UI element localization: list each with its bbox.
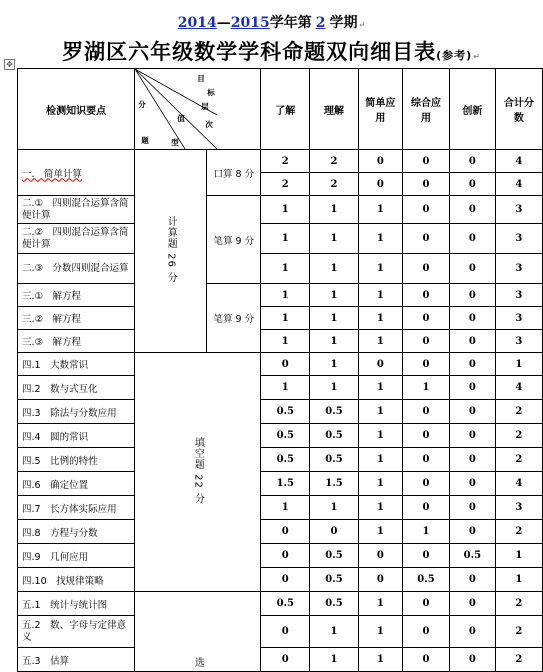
value-innovate: 0 — [449, 284, 495, 307]
knowledge-point: 五.3 估算 — [18, 648, 135, 672]
corner-label-left: 题 — [141, 136, 149, 145]
knowledge-point: 三.③ 解方程 — [18, 330, 135, 353]
value-understand: 0.5 — [261, 592, 310, 616]
value-innovate: 0 — [449, 254, 495, 284]
value-complex: 0 — [402, 648, 449, 672]
table-row — [18, 616, 543, 648]
value-understand: 0 — [261, 568, 310, 592]
table-row — [18, 544, 543, 568]
value-complex: 0 — [402, 284, 449, 307]
value-comprehend: 0.5 — [310, 424, 359, 448]
knowledge-point: 五.1 统计与统计图 — [18, 592, 135, 616]
value-complex: 0 — [402, 448, 449, 472]
semester-line — [0, 12, 543, 32]
value-total: 2 — [495, 616, 542, 648]
value-innovate: 0 — [449, 592, 495, 616]
value-comprehend: 1 — [310, 254, 359, 284]
value-complex: 0 — [402, 592, 449, 616]
value-simple: 1 — [358, 224, 402, 254]
header-diagonal-cell — [135, 69, 261, 150]
value-innovate: 0 — [449, 520, 495, 544]
value-complex: 0 — [402, 616, 449, 648]
value-innovate: 0 — [449, 196, 495, 224]
value-innovate: 0 — [449, 424, 495, 448]
paragraph-mark-icon: ↵ — [473, 52, 481, 61]
value-total: 1 — [495, 568, 542, 592]
value-simple: 0 — [358, 568, 402, 592]
value-innovate: 0 — [449, 150, 495, 173]
value-total: 3 — [495, 330, 542, 353]
value-comprehend: 1 — [310, 224, 359, 254]
value-simple: 0 — [358, 353, 402, 376]
table-row — [18, 284, 543, 307]
corner-label-mid2: 层 — [201, 102, 209, 111]
value-total: 2 — [495, 520, 542, 544]
value-simple: 0 — [358, 150, 402, 173]
table-row — [18, 592, 543, 616]
title-note: (参考) — [436, 49, 473, 62]
header-understand: 了解 — [261, 69, 310, 150]
corner-label-top: 目 — [197, 74, 205, 83]
table-row — [18, 330, 543, 353]
semester-suffix: 学期 — [329, 15, 358, 31]
table-row — [18, 196, 543, 224]
value-complex: 0 — [402, 173, 449, 196]
value-comprehend: 1 — [310, 196, 359, 224]
knowledge-point: 二.② 四则混合运算含简便计算 — [18, 224, 135, 254]
semester-number: 2 — [315, 15, 326, 31]
value-total: 3 — [495, 284, 542, 307]
title-main: 罗湖区六年级数学学科命题双向细目表 — [62, 40, 437, 64]
table-row — [18, 568, 543, 592]
value-comprehend: 1 — [310, 353, 359, 376]
value-complex: 0 — [402, 496, 449, 520]
value-comprehend: 0.5 — [310, 400, 359, 424]
value-simple: 0 — [358, 544, 402, 568]
value-innovate: 0 — [449, 472, 495, 496]
value-understand: 0.5 — [261, 400, 310, 424]
value-simple: 1 — [358, 448, 402, 472]
value-innovate: 0 — [449, 568, 495, 592]
value-complex: 0 — [402, 424, 449, 448]
value-comprehend: 2 — [310, 150, 359, 173]
value-understand: 1 — [261, 254, 310, 284]
value-complex: 0 — [402, 353, 449, 376]
value-simple: 1 — [358, 284, 402, 307]
corner-label-bottom: 型 — [171, 138, 179, 147]
value-comprehend: 1 — [310, 648, 359, 672]
value-understand: 1 — [261, 330, 310, 353]
value-complex: 0 — [402, 196, 449, 224]
value-simple: 1 — [358, 520, 402, 544]
table-row — [18, 496, 543, 520]
value-understand: 0 — [261, 544, 310, 568]
knowledge-point: 四.4 圆的常识 — [18, 424, 135, 448]
value-simple: 1 — [358, 376, 402, 400]
corner-label-mid3: 次 — [205, 120, 213, 129]
knowledge-point: 二.③ 分数四则混合运算 — [18, 254, 135, 284]
value-understand: 2 — [261, 173, 310, 196]
value-simple: 1 — [358, 592, 402, 616]
value-simple: 1 — [358, 196, 402, 224]
header-row — [18, 69, 543, 150]
spec-table — [17, 68, 543, 672]
group-choice: 选 — [135, 592, 261, 672]
value-complex: 0 — [402, 472, 449, 496]
value-simple: 1 — [358, 330, 402, 353]
value-understand: 0.5 — [261, 424, 310, 448]
value-innovate: 0 — [449, 376, 495, 400]
table-row — [18, 353, 543, 376]
value-innovate: 0 — [449, 173, 495, 196]
corner-label-sub2: 值 — [177, 114, 185, 123]
value-total: 1 — [495, 544, 542, 568]
value-comprehend: 0.5 — [310, 568, 359, 592]
knowledge-point: 二.① 四则混合运算含简便计算 — [18, 196, 135, 224]
value-understand: 0 — [261, 616, 310, 648]
value-total: 3 — [495, 496, 542, 520]
value-comprehend: 0.5 — [310, 448, 359, 472]
table-row — [18, 307, 543, 330]
knowledge-point: 三.① 解方程 — [18, 284, 135, 307]
year-start: 2014 — [177, 15, 217, 31]
year-suffix: 学年第 — [269, 15, 312, 31]
header-complex-application: 综合应用 — [402, 69, 449, 150]
value-complex: 0 — [402, 307, 449, 330]
header-comprehend: 理解 — [310, 69, 359, 150]
group-fill-blank: 填空题 22 分 — [135, 353, 261, 592]
table-row — [18, 224, 543, 254]
sub-written-calculation: 笔算 9 分 — [207, 284, 261, 353]
table-row — [18, 400, 543, 424]
value-comprehend: 1 — [310, 284, 359, 307]
value-comprehend: 1 — [310, 307, 359, 330]
value-understand: 0.5 — [261, 448, 310, 472]
value-total: 3 — [495, 307, 542, 330]
corner-label-mid1: 标 — [207, 88, 215, 97]
value-total: 4 — [495, 376, 542, 400]
value-comprehend: 1 — [310, 376, 359, 400]
value-innovate: 0 — [449, 353, 495, 376]
value-simple: 1 — [358, 307, 402, 330]
value-comprehend: 0 — [310, 520, 359, 544]
table-row — [18, 472, 543, 496]
value-understand: 0 — [261, 520, 310, 544]
table-row — [18, 520, 543, 544]
paragraph-mark-icon: ↵ — [358, 19, 366, 29]
value-understand: 1 — [261, 284, 310, 307]
knowledge-point: 五.2 数、字母与定律意义 — [18, 616, 135, 648]
knowledge-point: 四.3 除法与分数应用 — [18, 400, 135, 424]
value-total: 3 — [495, 224, 542, 254]
table-move-handle-icon[interactable]: ✥ — [4, 59, 15, 70]
value-understand: 1 — [261, 496, 310, 520]
value-simple: 0 — [358, 173, 402, 196]
knowledge-point: 四.7 长方体实际应用 — [18, 496, 135, 520]
knowledge-point: 一. 简单计算 — [18, 150, 135, 196]
value-innovate: 0 — [449, 400, 495, 424]
value-understand: 2 — [261, 150, 310, 173]
value-innovate: 0.5 — [449, 544, 495, 568]
knowledge-point: 四.10 找规律策略 — [18, 568, 135, 592]
value-complex: 0 — [402, 254, 449, 284]
value-simple: 1 — [358, 254, 402, 284]
value-simple: 1 — [358, 424, 402, 448]
knowledge-point: 四.5 比例的特性 — [18, 448, 135, 472]
value-total: 3 — [495, 254, 542, 284]
sub-oral-calculation: 口算 8 分 — [207, 150, 261, 196]
value-comprehend: 1.5 — [310, 472, 359, 496]
value-complex: 0 — [402, 544, 449, 568]
table-row — [18, 448, 543, 472]
value-innovate: 0 — [449, 648, 495, 672]
value-total: 2 — [495, 592, 542, 616]
value-comprehend: 1 — [310, 330, 359, 353]
value-complex: 0 — [402, 224, 449, 254]
value-complex: 0 — [402, 150, 449, 173]
knowledge-point: 四.8 方程与分数 — [18, 520, 135, 544]
value-understand: 1 — [261, 307, 310, 330]
value-simple: 1 — [358, 400, 402, 424]
value-comprehend: 1 — [310, 616, 359, 648]
value-innovate: 0 — [449, 496, 495, 520]
value-simple: 1 — [358, 496, 402, 520]
value-innovate: 0 — [449, 616, 495, 648]
value-understand: 1 — [261, 376, 310, 400]
value-simple: 1 — [358, 648, 402, 672]
value-understand: 0 — [261, 353, 310, 376]
value-total: 2 — [495, 424, 542, 448]
value-understand: 1.5 — [261, 472, 310, 496]
value-total: 2 — [495, 400, 542, 424]
value-comprehend: 0.5 — [310, 592, 359, 616]
value-comprehend: 1 — [310, 496, 359, 520]
table-row — [18, 254, 543, 284]
value-comprehend: 0.5 — [310, 544, 359, 568]
table-row — [18, 150, 543, 173]
value-simple: 1 — [358, 472, 402, 496]
value-innovate: 0 — [449, 224, 495, 254]
value-innovate: 0 — [449, 307, 495, 330]
corner-label-sub1: 分 — [138, 100, 146, 109]
year-dash: — — [216, 15, 231, 31]
value-total: 4 — [495, 173, 542, 196]
sub-written-calculation: 笔算 9 分 — [207, 196, 261, 284]
header-total: 合计分数 — [495, 69, 542, 150]
year-end: 2015 — [230, 15, 270, 31]
header-points: 检测知识要点 — [18, 69, 135, 150]
value-understand: 1 — [261, 196, 310, 224]
value-innovate: 0 — [449, 330, 495, 353]
table-row — [18, 648, 543, 672]
value-understand: 0 — [261, 648, 310, 672]
value-complex: 0 — [402, 330, 449, 353]
value-simple: 1 — [358, 616, 402, 648]
value-total: 2 — [495, 648, 542, 672]
table-row — [18, 376, 543, 400]
value-total: 4 — [495, 150, 542, 173]
header-simple-application: 简单应用 — [358, 69, 402, 150]
value-total: 1 — [495, 353, 542, 376]
value-understand: 1 — [261, 224, 310, 254]
group-calculation: 计算题 26 分 — [135, 150, 207, 353]
knowledge-point: 四.6 确定位置 — [18, 472, 135, 496]
value-total: 2 — [495, 448, 542, 472]
value-comprehend: 2 — [310, 173, 359, 196]
document-title — [0, 36, 543, 66]
value-complex: 0 — [402, 400, 449, 424]
value-innovate: 0 — [449, 448, 495, 472]
knowledge-point: 四.2 数与式互化 — [18, 376, 135, 400]
header-innovate: 创新 — [449, 69, 495, 150]
value-total: 3 — [495, 196, 542, 224]
table-row — [18, 424, 543, 448]
knowledge-point: 四.9 几何应用 — [18, 544, 135, 568]
knowledge-point: 四.1 大数常识 — [18, 353, 135, 376]
value-complex: 0.5 — [402, 568, 449, 592]
knowledge-point: 三.② 解方程 — [18, 307, 135, 330]
value-total: 4 — [495, 472, 542, 496]
value-complex: 1 — [402, 376, 449, 400]
value-complex: 1 — [402, 520, 449, 544]
